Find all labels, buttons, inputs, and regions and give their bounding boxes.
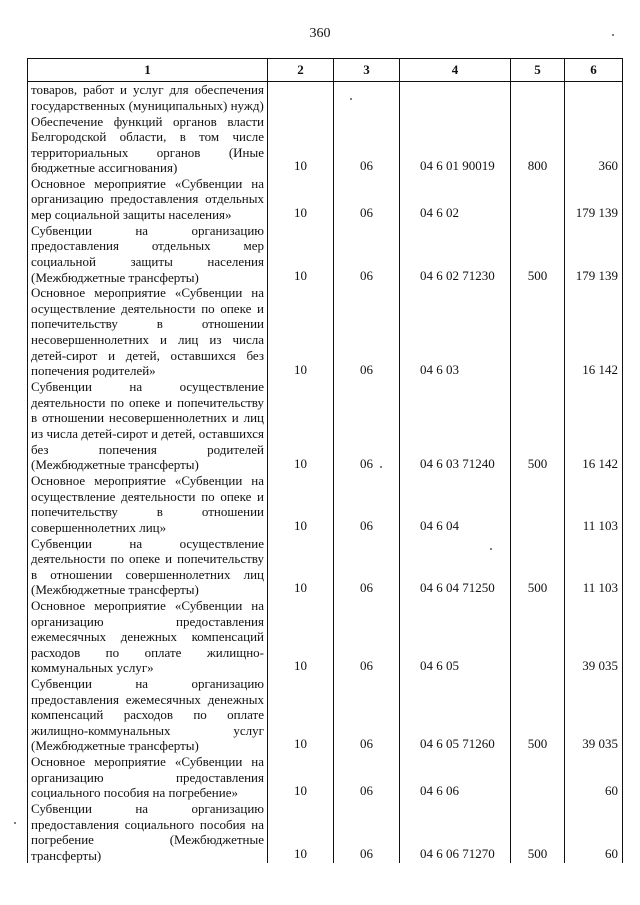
row-section: 10 xyxy=(268,223,334,285)
row-subsection xyxy=(334,82,400,114)
row-name: Основное мероприятие «Субвенции на организацию предоставления социального пособия на погребение» xyxy=(28,754,268,801)
row-subsection: 06 xyxy=(334,473,400,535)
row-amount: 360 xyxy=(565,114,623,176)
table-row xyxy=(28,223,623,285)
row-amount: 179 139 xyxy=(565,176,623,223)
row-expense-type xyxy=(511,285,565,379)
row-expense-type: 500 xyxy=(511,801,565,863)
header-col-3: 3 xyxy=(334,59,400,82)
row-expense-type: 800 xyxy=(511,114,565,176)
row-name: Основное мероприятие «Субвенции на осуществление деятельности по опеке и попечительству в отношении несовершеннолетних и лиц из числа детей-сирот и детей, оставшихся без попечения родителей» xyxy=(28,285,268,379)
row-amount: 16 142 xyxy=(565,285,623,379)
row-name: Основное мероприятие «Субвенции на организацию предоставления отдельных мер социальной защиты населения» xyxy=(28,176,268,223)
table-row xyxy=(28,473,623,535)
row-subsection: 06 xyxy=(334,801,400,863)
row-amount: 39 035 xyxy=(565,676,623,754)
row-target: 04 6 05 xyxy=(400,598,511,676)
row-subsection: 06 xyxy=(334,379,400,473)
row-expense-type: 500 xyxy=(511,379,565,473)
row-target: 04 6 03 71240 xyxy=(400,379,511,473)
scan-speck xyxy=(490,548,492,550)
table-row xyxy=(28,82,623,114)
row-section: 10 xyxy=(268,176,334,223)
row-name: Субвенции на организацию предоставления отдельных мер социальной защиты населения (Межбюджетные трансферты) xyxy=(28,223,268,285)
row-amount: 60 xyxy=(565,801,623,863)
table-row xyxy=(28,285,623,379)
row-name: Субвенции на организацию предоставления социального пособия на погребение (Межбюджетные трансферты) xyxy=(28,801,268,863)
row-target: 04 6 04 71250 xyxy=(400,536,511,598)
row-subsection: 06 xyxy=(334,114,400,176)
table-row xyxy=(28,379,623,473)
header-col-2: 2 xyxy=(268,59,334,82)
row-subsection: 06 xyxy=(334,176,400,223)
row-target: 04 6 04 xyxy=(400,473,511,535)
row-expense-type: 500 xyxy=(511,676,565,754)
header-col-5: 5 xyxy=(511,59,565,82)
row-amount: 39 035 xyxy=(565,598,623,676)
budget-table xyxy=(27,58,623,863)
row-target: 04 6 02 71230 xyxy=(400,223,511,285)
table-row xyxy=(28,801,623,863)
row-target: 04 6 06 71270 xyxy=(400,801,511,863)
scan-speck xyxy=(14,822,16,824)
row-subsection: 06 xyxy=(334,285,400,379)
row-subsection: 06 xyxy=(334,536,400,598)
scan-speck xyxy=(612,34,614,36)
row-subsection: 06 xyxy=(334,754,400,801)
row-expense-type xyxy=(511,754,565,801)
row-amount: 11 103 xyxy=(565,536,623,598)
row-name: Субвенции на осуществление деятельности по опеке и попечительству в отношении несовершеннолетних и лиц из числа детей-сирот и детей, оставшихся без попечения родителей (Межбюджетные трансферты) xyxy=(28,379,268,473)
table-row xyxy=(28,536,623,598)
row-expense-type xyxy=(511,82,565,114)
row-target: 04 6 06 xyxy=(400,754,511,801)
header-col-4: 4 xyxy=(400,59,511,82)
row-subsection: 06 xyxy=(334,223,400,285)
row-section: 10 xyxy=(268,676,334,754)
row-expense-type xyxy=(511,473,565,535)
table-row xyxy=(28,754,623,801)
row-section: 10 xyxy=(268,536,334,598)
row-section: 10 xyxy=(268,473,334,535)
table-row xyxy=(28,114,623,176)
row-section: 10 xyxy=(268,285,334,379)
row-section: 10 xyxy=(268,379,334,473)
row-target xyxy=(400,82,511,114)
header-col-1: 1 xyxy=(28,59,268,82)
row-name: Основное мероприятие «Субвенции на организацию предоставления ежемесячных денежных компенсаций расходов по оплате жилищно-коммунальных услуг» xyxy=(28,598,268,676)
row-amount: 16 142 xyxy=(565,379,623,473)
row-expense-type xyxy=(511,598,565,676)
row-amount xyxy=(565,82,623,114)
row-amount: 11 103 xyxy=(565,473,623,535)
row-section: 10 xyxy=(268,598,334,676)
row-name: Субвенции на осуществление деятельности по опеке и попечительству в отношении совершеннолетних лиц (Межбюджетные трансферты) xyxy=(28,536,268,598)
row-target: 04 6 05 71260 xyxy=(400,676,511,754)
row-subsection: 06 xyxy=(334,598,400,676)
page-number: 360 xyxy=(309,26,331,41)
scan-speck xyxy=(350,98,352,100)
table-row xyxy=(28,598,623,676)
row-target: 04 6 01 90019 xyxy=(400,114,511,176)
row-target: 04 6 02 xyxy=(400,176,511,223)
row-name: Субвенции на организацию предоставления ежемесячных денежных компенсаций расходов по оплате жилищно-коммунальных услуг (Межбюджетные трансферты) xyxy=(28,676,268,754)
table-row xyxy=(28,676,623,754)
row-section xyxy=(268,82,334,114)
table-header xyxy=(28,59,623,82)
row-section: 10 xyxy=(268,801,334,863)
header-col-6: 6 xyxy=(565,59,623,82)
row-target: 04 6 03 xyxy=(400,285,511,379)
row-section: 10 xyxy=(268,114,334,176)
row-amount: 179 139 xyxy=(565,223,623,285)
scan-speck xyxy=(380,466,382,468)
row-expense-type: 500 xyxy=(511,536,565,598)
table-row xyxy=(28,176,623,223)
row-name: Основное мероприятие «Субвенции на осуществление деятельности по опеке и попечительству в отношении совершеннолетних лиц» xyxy=(28,473,268,535)
row-name: товаров, работ и услуг для обеспечения государственных (муниципальных) нужд) xyxy=(28,82,268,114)
row-expense-type xyxy=(511,176,565,223)
row-expense-type: 500 xyxy=(511,223,565,285)
row-name: Обеспечение функций органов власти Белгородской области, в том числе территориальных органов (Иные бюджетные ассигнования) xyxy=(28,114,268,176)
row-subsection: 06 xyxy=(334,676,400,754)
row-section: 10 xyxy=(268,754,334,801)
row-amount: 60 xyxy=(565,754,623,801)
